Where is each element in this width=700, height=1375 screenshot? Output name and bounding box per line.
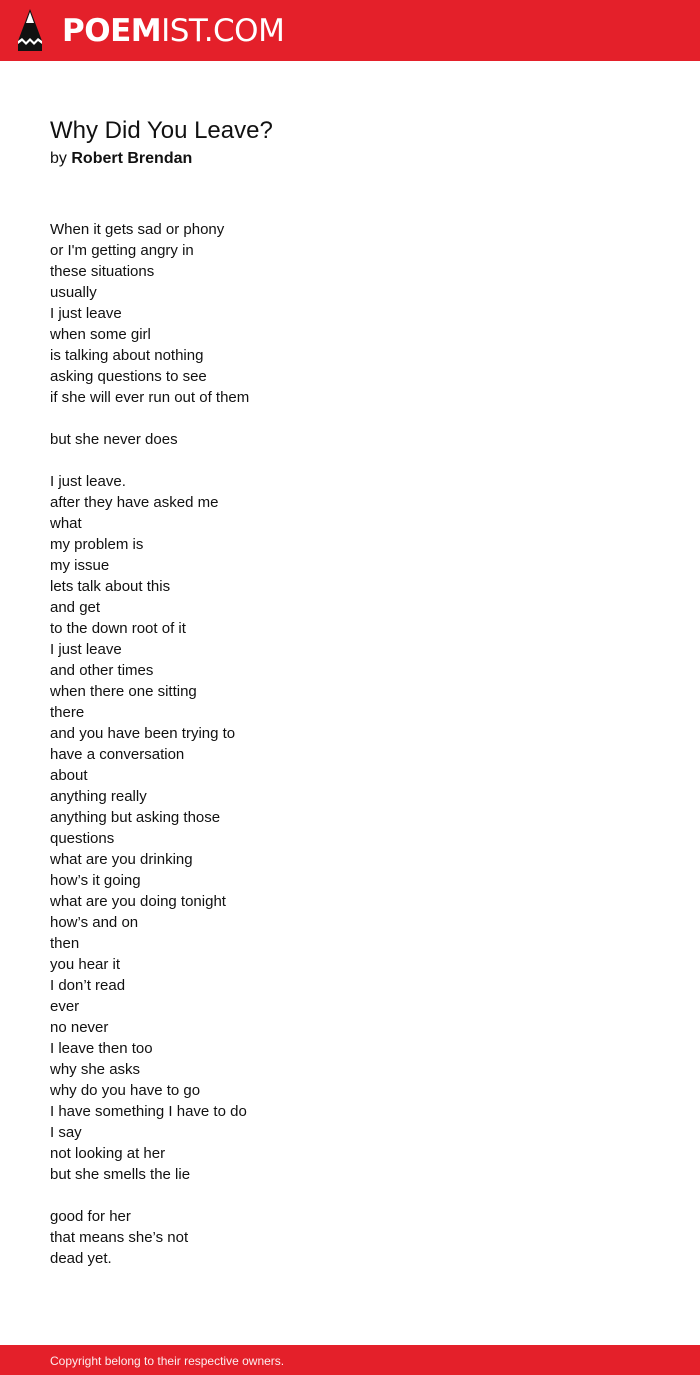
poem-line: I just leave [50,641,122,658]
poem-line: these situations [50,263,155,280]
poem-line: I don’t read [50,977,126,994]
poem-line: and get [50,599,101,616]
poem-line: dead yet. [50,1250,112,1267]
poem-line: When it gets sad or phony [50,221,225,238]
poem-line: why she asks [50,1061,141,1078]
poem-line: my issue [50,557,110,574]
poem-line: I just leave. [50,473,126,490]
copyright-notice: Copyright belong to their respective owners. [50,1354,285,1368]
poem-stanza [50,219,650,408]
poem-line: or I'm getting angry in [50,242,194,259]
logo-wordmark-bold: POEM [62,13,162,49]
poem-line: usually [50,284,97,301]
poem-line: how’s it going [50,872,141,889]
poem-title: Why Did You Leave? [50,117,273,144]
poem-line: questions [50,830,115,847]
poem-line: to the down root of it [50,620,186,637]
poem-line: when some girl [50,326,151,343]
poem-line: good for her [50,1208,131,1225]
poem-line: what are you drinking [50,851,193,868]
poem-line: ever [50,998,80,1015]
poem-line: I say [50,1124,82,1141]
poem-line: when there one sitting [50,683,197,700]
poem-body [50,219,650,1269]
poem-line: I just leave [50,305,122,322]
poem-line: asking questions to see [50,368,207,385]
site-logo[interactable] [62,13,284,49]
byline [50,149,192,169]
by-label: by [50,150,67,167]
poem-line: there [50,704,85,721]
poem-line: if she will ever run out of them [50,389,250,406]
poem-line: about [50,767,88,784]
poem-line: and other times [50,662,154,679]
poem-line: and you have been trying to [50,725,236,742]
pencil-tip-icon[interactable] [17,9,43,51]
poem-line: my problem is [50,536,144,553]
poem-line: but she smells the lie [50,1166,191,1183]
poem-line: lets talk about this [50,578,171,595]
poem-line: is talking about nothing [50,347,204,364]
poem-line: you hear it [50,956,121,973]
poem-line: how’s and on [50,914,139,931]
poem-line: why do you have to go [50,1082,201,1099]
poem-stanza [50,471,650,1185]
site-header [0,0,700,61]
site-footer [0,1345,700,1375]
author-name: Robert Brendan [71,150,193,167]
poem-stanza [50,1206,650,1269]
poem-line: no never [50,1019,109,1036]
poem-stanza [50,429,650,450]
poem-line: anything but asking those [50,809,221,826]
poem-line: not looking at her [50,1145,166,1162]
poem-line: what are you doing tonight [50,893,226,910]
poem-line: that means she’s not [50,1229,189,1246]
poem-line: I leave then too [50,1040,153,1057]
logo-wordmark-light: IST.COM [161,13,285,49]
poem-line: I have something I have to do [50,1103,247,1120]
poem-line: have a conversation [50,746,185,763]
poem-line: after they have asked me [50,494,219,511]
poem-line: anything really [50,788,147,805]
poem-line: then [50,935,80,952]
poem-line: what [50,515,82,532]
poem-line: but she never does [50,431,178,448]
